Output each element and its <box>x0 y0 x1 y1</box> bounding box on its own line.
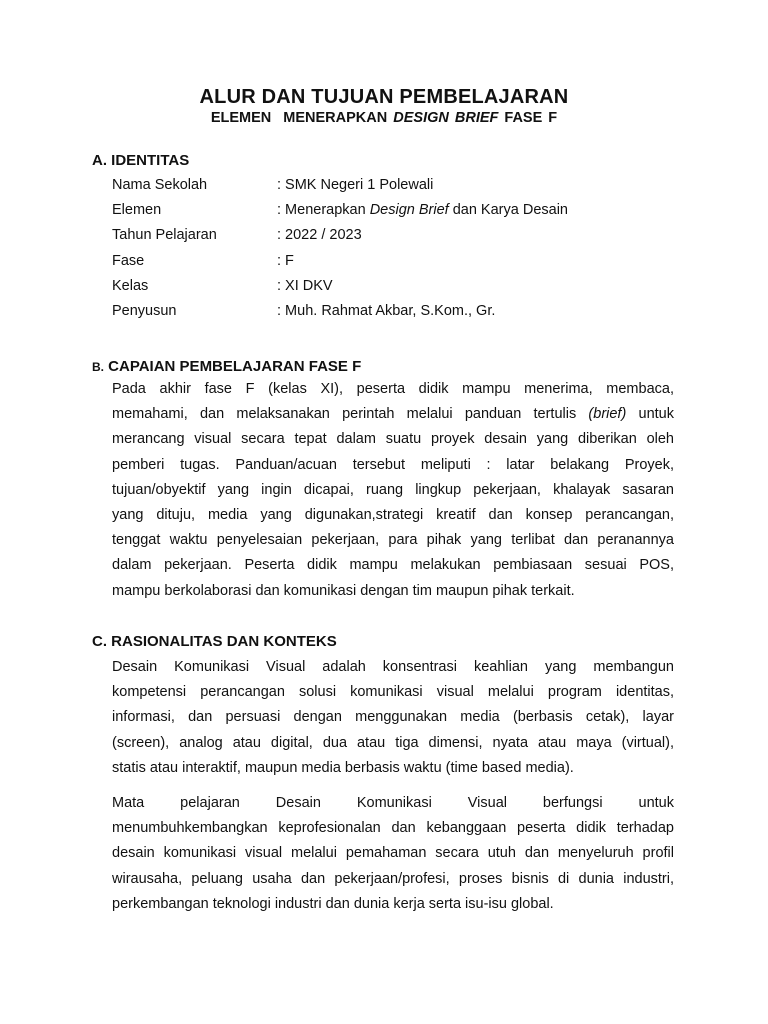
identitas-value-suffix: dan Karya Desain <box>448 202 568 218</box>
paragraph-line <box>112 402 674 427</box>
identitas-value: : XI DKV <box>277 278 333 294</box>
paragraph-line: Desain Komunikasi Visual adalah konsentrasi keahlian yang membangun <box>112 659 674 675</box>
paragraph-line: menumbuhkembangkan keprofesionalan dan kebanggaan peserta didik terhadap <box>112 820 674 837</box>
identitas-value: : F <box>277 253 294 269</box>
subtitle-italic: DESIGN BRIEF <box>393 110 499 126</box>
identitas-label: Kelas <box>112 278 149 294</box>
paragraph-line: tujuan/obyektif yang ingin dicapai, ruang lingkup pekerjaan, khalayak sasaran <box>112 481 674 498</box>
paragraph-line: yang dituju, media yang digunakan,strategi kreatif dan konsep perancangan, <box>112 506 674 523</box>
paragraph-line-text: memahami, dan melaksanakan perintah melalui panduan tertulis <box>112 406 577 423</box>
identitas-row <box>112 202 712 222</box>
identitas-row <box>112 278 712 298</box>
paragraph-line: perkembangan teknologi industri dan dunia kerja serta isu-isu global. <box>112 895 554 912</box>
paragraph-line: Mata pelajaran Desain Komunikasi Visual berfungsi untuk <box>112 795 674 811</box>
paragraph-line: desain komunikasi visual melalui pemahaman secara utuh dan menyeluruh profil <box>112 845 674 862</box>
paragraph-line: merancang visual secara tepat dalam suatu proyek desain yang diberikan oleh <box>112 431 674 448</box>
identitas-label: Nama Sekolah <box>112 177 208 193</box>
paragraph-line: informasi, dan persuasi dengan menggunakan media (berbasis cetak), layar <box>112 709 674 726</box>
paragraph-line: (screen), analog atau digital, dua atau tiga dimensi, nyata atau maya (virtual), <box>112 734 674 751</box>
rasional-paragraph-2 <box>112 791 674 917</box>
identitas-label: Fase <box>112 253 145 269</box>
identitas-value: : SMK Negeri 1 Polewali <box>277 177 434 193</box>
paragraph-line: mampu berkolaborasi dan komunikasi dengan tim maupun pihak terkait. <box>112 582 575 599</box>
identitas-value-italic: Design Brief <box>369 202 449 218</box>
subtitle-prefix: ELEMEN MENERAPKAN <box>210 110 394 126</box>
paragraph-line-suffix: untuk <box>638 406 674 423</box>
document-subtitle <box>0 110 768 126</box>
section-b-heading <box>92 358 361 375</box>
identitas-value-prefix: : Menerapkan <box>277 202 370 218</box>
identitas-row <box>112 227 712 247</box>
paragraph-line: dalam pekerjaan. Peserta didik mampu melakukan pembiasaan sesuai POS, <box>112 557 674 574</box>
paragraph-line: kompetensi perancangan solusi komunikasi visual melalui program identitas, <box>112 684 674 701</box>
identitas-label: Tahun Pelajaran <box>112 227 217 243</box>
paragraph-line: wirausaha, peluang usaha dan pekerjaan/profesi, proses bisnis di dunia industri, <box>112 870 674 887</box>
identitas-row <box>112 303 712 323</box>
identitas-value: : 2022 / 2023 <box>277 227 362 243</box>
identitas-row <box>112 177 712 197</box>
capaian-paragraph <box>112 377 674 604</box>
identitas-value <box>277 202 568 218</box>
paragraph-line: statis atau interaktif, maupun media berbasis waktu (time based media). <box>112 759 574 776</box>
brief-italic: (brief) <box>588 406 627 423</box>
identitas-label: Penyusun <box>112 303 177 319</box>
identitas-row <box>112 253 712 273</box>
document-title: ALUR DAN TUJUAN PEMBELAJARAN <box>199 86 569 108</box>
section-a-heading: A. IDENTITAS <box>92 152 190 169</box>
identitas-label: Elemen <box>112 202 162 218</box>
subtitle-suffix: FASE F <box>498 110 558 126</box>
paragraph-line: tenggat waktu penyelesaian pekerjaan, para pihak yang terlibat dan peranannya <box>112 532 674 549</box>
identitas-value: : Muh. Rahmat Akbar, S.Kom., Gr. <box>277 303 496 319</box>
section-b-title: CAPAIAN PEMBELAJARAN FASE F <box>104 358 362 375</box>
rasional-paragraph-1 <box>112 655 674 781</box>
paragraph-line: pemberi tugas. Panduan/acuan tersebut meliputi : latar belakang Proyek, <box>112 456 674 473</box>
section-c-heading: C. RASIONALITAS DAN KONTEKS <box>92 633 337 650</box>
paragraph-line: Pada akhir fase F (kelas XI), peserta didik mampu menerima, membaca, <box>112 381 674 397</box>
section-b-letter: B. <box>92 360 104 374</box>
